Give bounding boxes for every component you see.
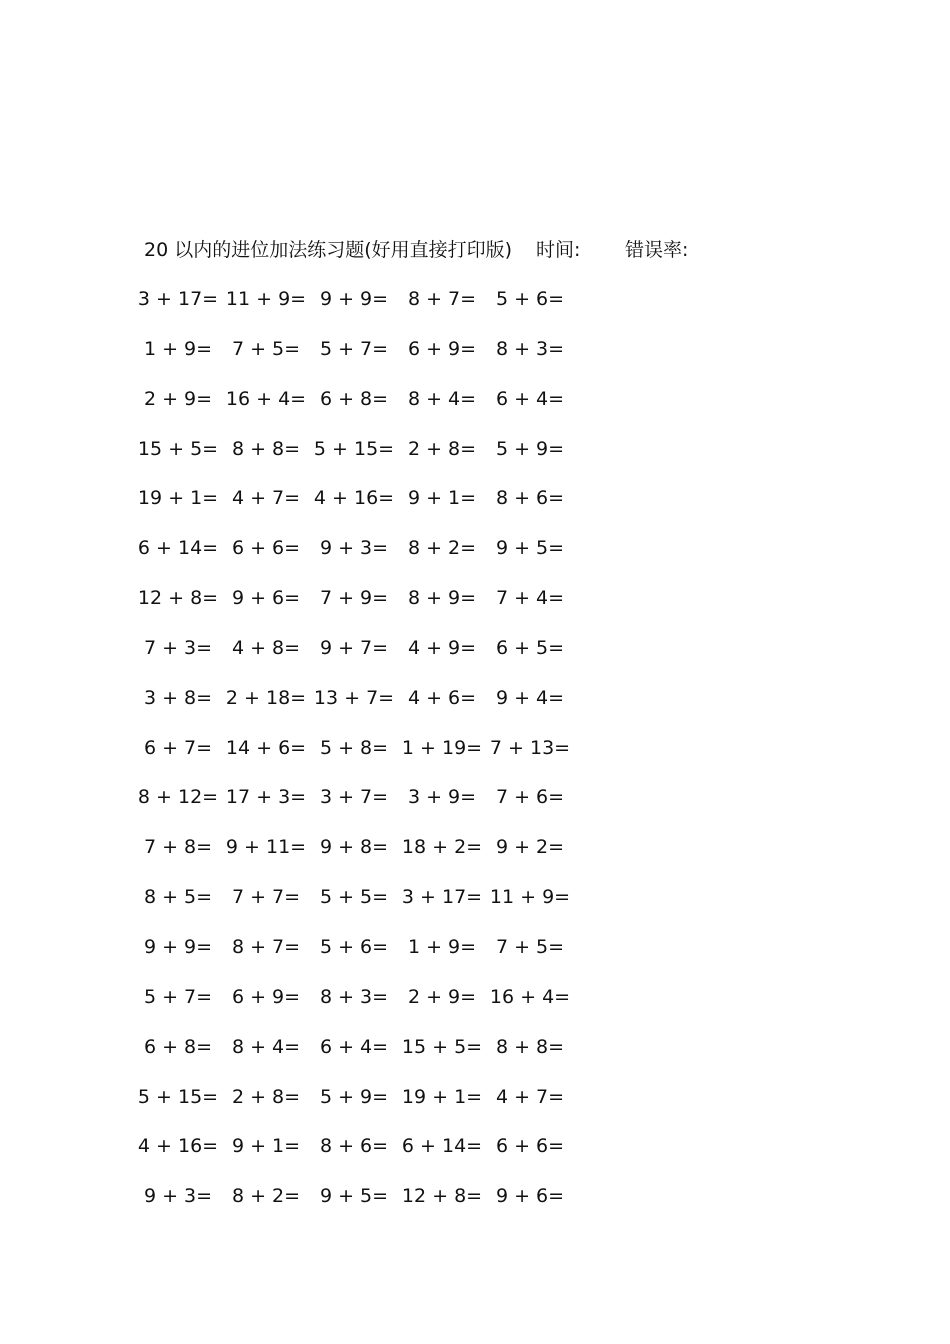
problem-item: 5 + 15=	[313, 437, 395, 460]
problem-item: 4 + 6=	[407, 686, 477, 709]
problem-item: 11 + 9=	[489, 886, 571, 909]
problem-item: 5 + 7=	[143, 985, 213, 1008]
problem-row	[0, 933, 950, 983]
problem-item: 8 + 2=	[407, 537, 477, 560]
problem-item: 3 + 8=	[143, 686, 213, 709]
problem-row	[0, 484, 950, 534]
problem-item: 9 + 6=	[495, 1185, 565, 1208]
problem-item: 6 + 7=	[143, 736, 213, 759]
problem-row	[0, 634, 950, 684]
problem-item: 16 + 4=	[225, 387, 307, 410]
problem-item: 5 + 5=	[319, 886, 389, 909]
problem-item: 2 + 18=	[225, 686, 307, 709]
problem-item: 7 + 6=	[495, 786, 565, 809]
problem-item: 7 + 7=	[231, 886, 301, 909]
problem-item: 7 + 5=	[231, 337, 301, 360]
problem-item: 7 + 3=	[143, 636, 213, 659]
problem-item: 8 + 8=	[495, 1035, 565, 1058]
problem-item: 9 + 3=	[143, 1185, 213, 1208]
problem-item: 8 + 12=	[137, 786, 219, 809]
problem-item: 5 + 7=	[319, 337, 389, 360]
problem-item: 8 + 9=	[407, 587, 477, 610]
problem-row	[0, 883, 950, 933]
problem-row	[0, 783, 950, 833]
problem-item: 8 + 7=	[407, 288, 477, 310]
problem-item: 18 + 2=	[401, 836, 483, 859]
problem-item: 3 + 7=	[319, 786, 389, 809]
problem-item: 16 + 4=	[489, 985, 571, 1008]
problem-item: 12 + 8=	[401, 1185, 483, 1208]
problem-item: 9 + 9=	[319, 288, 389, 310]
worksheet-title: 20 以内的进位加法练习题(好用直接打印版)	[144, 239, 513, 261]
problem-item: 14 + 6=	[225, 736, 307, 759]
error-rate-label: 错误率:	[625, 239, 689, 261]
problem-item: 9 + 4=	[495, 686, 565, 709]
problem-item: 4 + 7=	[495, 1085, 565, 1108]
problem-row	[0, 833, 950, 883]
problem-item: 7 + 4=	[495, 587, 565, 610]
worksheet-header	[144, 236, 784, 264]
problem-item: 19 + 1=	[137, 487, 219, 510]
problem-item: 6 + 14=	[401, 1135, 483, 1158]
problem-item: 5 + 8=	[319, 736, 389, 759]
problem-item: 9 + 9=	[143, 935, 213, 958]
problem-item: 6 + 9=	[407, 337, 477, 360]
problem-row	[0, 734, 950, 784]
problem-item: 4 + 16=	[137, 1135, 219, 1158]
problem-item: 8 + 4=	[231, 1035, 301, 1058]
problem-item: 8 + 8=	[231, 437, 301, 460]
problem-item: 9 + 1=	[407, 487, 477, 510]
problem-item: 8 + 3=	[495, 337, 565, 360]
problem-row	[0, 1182, 950, 1232]
problem-row	[0, 584, 950, 634]
problem-row	[0, 684, 950, 734]
problem-item: 8 + 4=	[407, 387, 477, 410]
problem-item: 2 + 9=	[407, 985, 477, 1008]
problem-item: 4 + 8=	[231, 636, 301, 659]
problem-item: 15 + 5=	[137, 437, 219, 460]
problem-item: 9 + 5=	[495, 537, 565, 560]
problem-item: 9 + 11=	[225, 836, 307, 859]
problem-item: 7 + 13=	[489, 736, 571, 759]
problem-item: 8 + 6=	[319, 1135, 389, 1158]
problem-item: 6 + 5=	[495, 636, 565, 659]
problem-item: 9 + 5=	[319, 1185, 389, 1208]
problem-item: 4 + 16=	[313, 487, 395, 510]
problem-item: 3 + 9=	[407, 786, 477, 809]
problem-item: 9 + 8=	[319, 836, 389, 859]
problem-item: 4 + 7=	[231, 487, 301, 510]
problem-item: 6 + 6=	[231, 537, 301, 560]
problem-item: 7 + 9=	[319, 587, 389, 610]
problem-item: 11 + 9=	[225, 288, 307, 310]
problem-row	[0, 285, 950, 335]
problem-item: 13 + 7=	[313, 686, 395, 709]
problem-item: 12 + 8=	[137, 587, 219, 610]
problem-item: 8 + 2=	[231, 1185, 301, 1208]
problem-item: 15 + 5=	[401, 1035, 483, 1058]
problem-row	[0, 1083, 950, 1133]
problem-item: 7 + 8=	[143, 836, 213, 859]
problem-item: 5 + 9=	[319, 1085, 389, 1108]
problem-item: 9 + 3=	[319, 537, 389, 560]
problem-item: 8 + 5=	[143, 886, 213, 909]
problem-item: 8 + 3=	[319, 985, 389, 1008]
problem-grid	[0, 285, 950, 1232]
problem-item: 9 + 1=	[231, 1135, 301, 1158]
problem-row	[0, 335, 950, 385]
problem-row	[0, 983, 950, 1033]
problem-item: 6 + 8=	[319, 387, 389, 410]
problem-item: 9 + 2=	[495, 836, 565, 859]
problem-item: 3 + 17=	[137, 288, 219, 310]
problem-item: 7 + 5=	[495, 935, 565, 958]
problem-row	[0, 385, 950, 435]
problem-row	[0, 534, 950, 584]
problem-item: 1 + 9=	[407, 935, 477, 958]
problem-item: 6 + 8=	[143, 1035, 213, 1058]
problem-item: 5 + 15=	[137, 1085, 219, 1108]
problem-item: 9 + 6=	[231, 587, 301, 610]
problem-item: 2 + 8=	[231, 1085, 301, 1108]
problem-item: 19 + 1=	[401, 1085, 483, 1108]
problem-item: 1 + 19=	[401, 736, 483, 759]
problem-item: 8 + 7=	[231, 935, 301, 958]
problem-item: 6 + 9=	[231, 985, 301, 1008]
problem-row	[0, 1033, 950, 1083]
problem-row	[0, 1132, 950, 1182]
problem-item: 8 + 6=	[495, 487, 565, 510]
problem-item: 6 + 4=	[495, 387, 565, 410]
problem-item: 9 + 7=	[319, 636, 389, 659]
problem-item: 5 + 6=	[495, 288, 565, 310]
problem-item: 6 + 6=	[495, 1135, 565, 1158]
problem-row	[0, 435, 950, 485]
problem-item: 2 + 8=	[407, 437, 477, 460]
problem-item: 5 + 6=	[319, 935, 389, 958]
problem-item: 3 + 17=	[401, 886, 483, 909]
time-label: 时间:	[536, 239, 581, 261]
problem-item: 4 + 9=	[407, 636, 477, 659]
problem-item: 5 + 9=	[495, 437, 565, 460]
problem-item: 6 + 4=	[319, 1035, 389, 1058]
problem-item: 1 + 9=	[143, 337, 213, 360]
problem-item: 2 + 9=	[143, 387, 213, 410]
problem-item: 17 + 3=	[225, 786, 307, 809]
problem-item: 6 + 14=	[137, 537, 219, 560]
